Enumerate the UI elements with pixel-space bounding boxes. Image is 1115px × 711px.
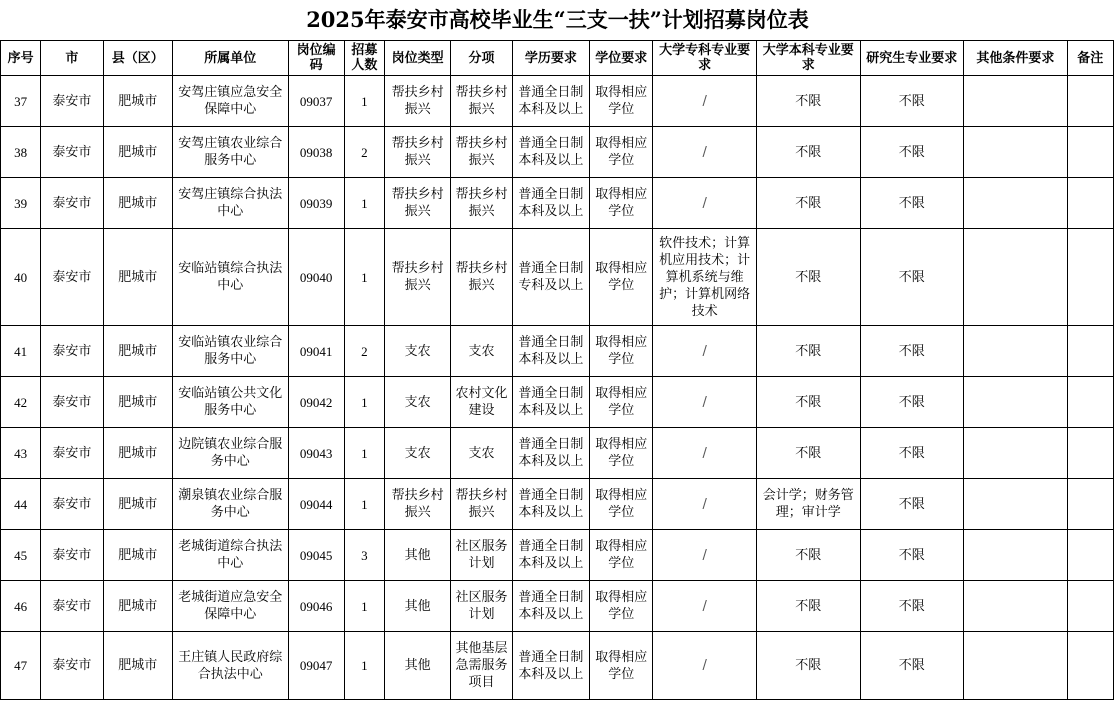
cell-city: 泰安市 [41, 632, 103, 700]
cell-code: 09046 [288, 581, 344, 632]
header-row [1, 41, 1114, 76]
cell-edu: 普通全日制本科及以上 [512, 326, 589, 377]
cell-college: 软件技术；计算机应用技术；计算机系统与维护；计算机网络技术 [653, 229, 757, 326]
cell-graduate: 不限 [860, 632, 964, 700]
cell-edu: 普通全日制本科及以上 [512, 377, 589, 428]
cell-seq: 43 [1, 428, 41, 479]
cell-seq: 42 [1, 377, 41, 428]
table-row [1, 632, 1114, 700]
cell-other [964, 632, 1068, 700]
cell-type: 其他 [385, 530, 451, 581]
cell-count: 1 [344, 76, 384, 127]
table-row [1, 479, 1114, 530]
cell-graduate: 不限 [860, 581, 964, 632]
cell-bachelor: 不限 [756, 581, 860, 632]
table-row [1, 377, 1114, 428]
cell-graduate: 不限 [860, 428, 964, 479]
cell-type: 其他 [385, 581, 451, 632]
column-header-code: 岗位编码 [288, 41, 344, 76]
cell-county: 肥城市 [103, 127, 172, 178]
cell-graduate: 不限 [860, 326, 964, 377]
cell-unit: 安驾庄镇应急安全保障中心 [172, 76, 288, 127]
table-row [1, 178, 1114, 229]
cell-city: 泰安市 [41, 76, 103, 127]
cell-other [964, 229, 1068, 326]
cell-graduate: 不限 [860, 530, 964, 581]
table-row [1, 76, 1114, 127]
cell-count: 1 [344, 632, 384, 700]
column-header-type: 岗位类型 [385, 41, 451, 76]
cell-code: 09045 [288, 530, 344, 581]
cell-type: 其他 [385, 632, 451, 700]
cell-edu: 普通全日制本科及以上 [512, 581, 589, 632]
cell-degree: 取得相应学位 [590, 229, 653, 326]
table-row [1, 581, 1114, 632]
cell-code: 09039 [288, 178, 344, 229]
cell-unit: 老城街道应急安全保障中心 [172, 581, 288, 632]
cell-unit: 边院镇农业综合服务中心 [172, 428, 288, 479]
cell-graduate: 不限 [860, 229, 964, 326]
cell-sub: 帮扶乡村振兴 [451, 479, 512, 530]
column-header-seq: 序号 [1, 41, 41, 76]
cell-college: / [653, 530, 757, 581]
cell-city: 泰安市 [41, 428, 103, 479]
cell-count: 2 [344, 326, 384, 377]
column-header-sub: 分项 [451, 41, 512, 76]
table-row [1, 326, 1114, 377]
cell-type: 支农 [385, 377, 451, 428]
cell-college: / [653, 581, 757, 632]
cell-sub: 帮扶乡村振兴 [451, 76, 512, 127]
cell-note [1067, 326, 1113, 377]
cell-type: 帮扶乡村振兴 [385, 178, 451, 229]
cell-county: 肥城市 [103, 581, 172, 632]
cell-note [1067, 76, 1113, 127]
cell-degree: 取得相应学位 [590, 428, 653, 479]
cell-type: 帮扶乡村振兴 [385, 76, 451, 127]
table-row [1, 530, 1114, 581]
column-header-college: 大学专科专业要求 [653, 41, 757, 76]
cell-bachelor: 不限 [756, 377, 860, 428]
cell-college: / [653, 428, 757, 479]
cell-count: 1 [344, 377, 384, 428]
cell-note [1067, 581, 1113, 632]
cell-count: 1 [344, 479, 384, 530]
cell-note [1067, 632, 1113, 700]
cell-college: / [653, 479, 757, 530]
cell-degree: 取得相应学位 [590, 479, 653, 530]
cell-unit: 老城街道综合执法中心 [172, 530, 288, 581]
cell-code: 09044 [288, 479, 344, 530]
cell-edu: 普通全日制本科及以上 [512, 76, 589, 127]
cell-county: 肥城市 [103, 326, 172, 377]
cell-note [1067, 229, 1113, 326]
cell-count: 1 [344, 229, 384, 326]
cell-seq: 46 [1, 581, 41, 632]
cell-unit: 安临站镇综合执法中心 [172, 229, 288, 326]
cell-county: 肥城市 [103, 229, 172, 326]
column-header-note: 备注 [1067, 41, 1113, 76]
cell-code: 09038 [288, 127, 344, 178]
cell-sub: 帮扶乡村振兴 [451, 229, 512, 326]
cell-city: 泰安市 [41, 229, 103, 326]
cell-unit: 潮泉镇农业综合服务中心 [172, 479, 288, 530]
column-header-other: 其他条件要求 [964, 41, 1068, 76]
cell-other [964, 127, 1068, 178]
cell-city: 泰安市 [41, 178, 103, 229]
cell-type: 帮扶乡村振兴 [385, 229, 451, 326]
cell-count: 1 [344, 581, 384, 632]
cell-unit: 安临站镇农业综合服务中心 [172, 326, 288, 377]
cell-note [1067, 479, 1113, 530]
cell-graduate: 不限 [860, 178, 964, 229]
cell-degree: 取得相应学位 [590, 581, 653, 632]
cell-edu: 普通全日制本科及以上 [512, 632, 589, 700]
cell-graduate: 不限 [860, 377, 964, 428]
cell-note [1067, 530, 1113, 581]
cell-seq: 37 [1, 76, 41, 127]
cell-other [964, 428, 1068, 479]
cell-seq: 38 [1, 127, 41, 178]
cell-edu: 普通全日制本科及以上 [512, 530, 589, 581]
cell-edu: 普通全日制专科及以上 [512, 229, 589, 326]
cell-other [964, 581, 1068, 632]
column-header-county: 县（区） [103, 41, 172, 76]
cell-type: 支农 [385, 428, 451, 479]
cell-edu: 普通全日制本科及以上 [512, 479, 589, 530]
cell-degree: 取得相应学位 [590, 530, 653, 581]
cell-unit: 安驾庄镇农业综合服务中心 [172, 127, 288, 178]
cell-bachelor: 不限 [756, 632, 860, 700]
cell-type: 支农 [385, 326, 451, 377]
recruitment-table [0, 40, 1114, 700]
cell-note [1067, 428, 1113, 479]
cell-city: 泰安市 [41, 479, 103, 530]
cell-seq: 47 [1, 632, 41, 700]
cell-count: 1 [344, 178, 384, 229]
cell-college: / [653, 377, 757, 428]
cell-county: 肥城市 [103, 178, 172, 229]
cell-county: 肥城市 [103, 377, 172, 428]
cell-sub: 社区服务计划 [451, 530, 512, 581]
cell-other [964, 326, 1068, 377]
table-row [1, 428, 1114, 479]
cell-unit: 安临站镇公共文化服务中心 [172, 377, 288, 428]
cell-graduate: 不限 [860, 76, 964, 127]
cell-code: 09047 [288, 632, 344, 700]
cell-code: 09040 [288, 229, 344, 326]
table-row [1, 127, 1114, 178]
cell-edu: 普通全日制本科及以上 [512, 178, 589, 229]
table-row [1, 229, 1114, 326]
cell-college: / [653, 632, 757, 700]
table-body [1, 76, 1114, 700]
cell-code: 09037 [288, 76, 344, 127]
cell-unit: 安驾庄镇综合执法中心 [172, 178, 288, 229]
cell-county: 肥城市 [103, 530, 172, 581]
cell-seq: 39 [1, 178, 41, 229]
cell-degree: 取得相应学位 [590, 127, 653, 178]
cell-sub: 支农 [451, 326, 512, 377]
cell-other [964, 178, 1068, 229]
cell-graduate: 不限 [860, 127, 964, 178]
cell-count: 1 [344, 428, 384, 479]
cell-sub: 支农 [451, 428, 512, 479]
cell-city: 泰安市 [41, 377, 103, 428]
cell-other [964, 479, 1068, 530]
cell-bachelor: 不限 [756, 428, 860, 479]
page-title: 2025年泰安市高校毕业生“三支一扶”计划招募岗位表 [306, 7, 809, 32]
cell-bachelor: 不限 [756, 229, 860, 326]
column-header-degree: 学位要求 [590, 41, 653, 76]
cell-sub: 其他基层急需服务项目 [451, 632, 512, 700]
cell-degree: 取得相应学位 [590, 326, 653, 377]
cell-seq: 40 [1, 229, 41, 326]
cell-degree: 取得相应学位 [590, 377, 653, 428]
cell-county: 肥城市 [103, 428, 172, 479]
cell-seq: 44 [1, 479, 41, 530]
cell-edu: 普通全日制本科及以上 [512, 428, 589, 479]
cell-code: 09042 [288, 377, 344, 428]
cell-bachelor: 不限 [756, 530, 860, 581]
cell-bachelor: 不限 [756, 178, 860, 229]
cell-bachelor: 不限 [756, 326, 860, 377]
cell-college: / [653, 127, 757, 178]
cell-other [964, 76, 1068, 127]
column-header-unit: 所属单位 [172, 41, 288, 76]
cell-county: 肥城市 [103, 632, 172, 700]
column-header-count: 招募人数 [344, 41, 384, 76]
cell-county: 肥城市 [103, 479, 172, 530]
cell-degree: 取得相应学位 [590, 76, 653, 127]
cell-note [1067, 377, 1113, 428]
cell-note [1067, 178, 1113, 229]
cell-bachelor: 不限 [756, 127, 860, 178]
cell-degree: 取得相应学位 [590, 178, 653, 229]
cell-sub: 农村文化建设 [451, 377, 512, 428]
column-header-edu: 学历要求 [512, 41, 589, 76]
cell-code: 09043 [288, 428, 344, 479]
column-header-bachelor: 大学本科专业要求 [756, 41, 860, 76]
cell-degree: 取得相应学位 [590, 632, 653, 700]
cell-college: / [653, 178, 757, 229]
column-header-graduate: 研究生专业要求 [860, 41, 964, 76]
cell-bachelor: 不限 [756, 76, 860, 127]
cell-edu: 普通全日制本科及以上 [512, 127, 589, 178]
cell-code: 09041 [288, 326, 344, 377]
cell-seq: 41 [1, 326, 41, 377]
cell-note [1067, 127, 1113, 178]
cell-sub: 帮扶乡村振兴 [451, 178, 512, 229]
cell-county: 肥城市 [103, 76, 172, 127]
cell-sub: 帮扶乡村振兴 [451, 127, 512, 178]
cell-college: / [653, 76, 757, 127]
column-header-city: 市 [41, 41, 103, 76]
cell-type: 帮扶乡村振兴 [385, 127, 451, 178]
cell-city: 泰安市 [41, 127, 103, 178]
cell-bachelor: 会计学；财务管理；审计学 [756, 479, 860, 530]
cell-city: 泰安市 [41, 326, 103, 377]
cell-graduate: 不限 [860, 479, 964, 530]
cell-seq: 45 [1, 530, 41, 581]
cell-count: 3 [344, 530, 384, 581]
cell-count: 2 [344, 127, 384, 178]
cell-college: / [653, 326, 757, 377]
cell-unit: 王庄镇人民政府综合执法中心 [172, 632, 288, 700]
cell-city: 泰安市 [41, 530, 103, 581]
cell-other [964, 377, 1068, 428]
cell-sub: 社区服务计划 [451, 581, 512, 632]
cell-type: 帮扶乡村振兴 [385, 479, 451, 530]
cell-city: 泰安市 [41, 581, 103, 632]
cell-other [964, 530, 1068, 581]
